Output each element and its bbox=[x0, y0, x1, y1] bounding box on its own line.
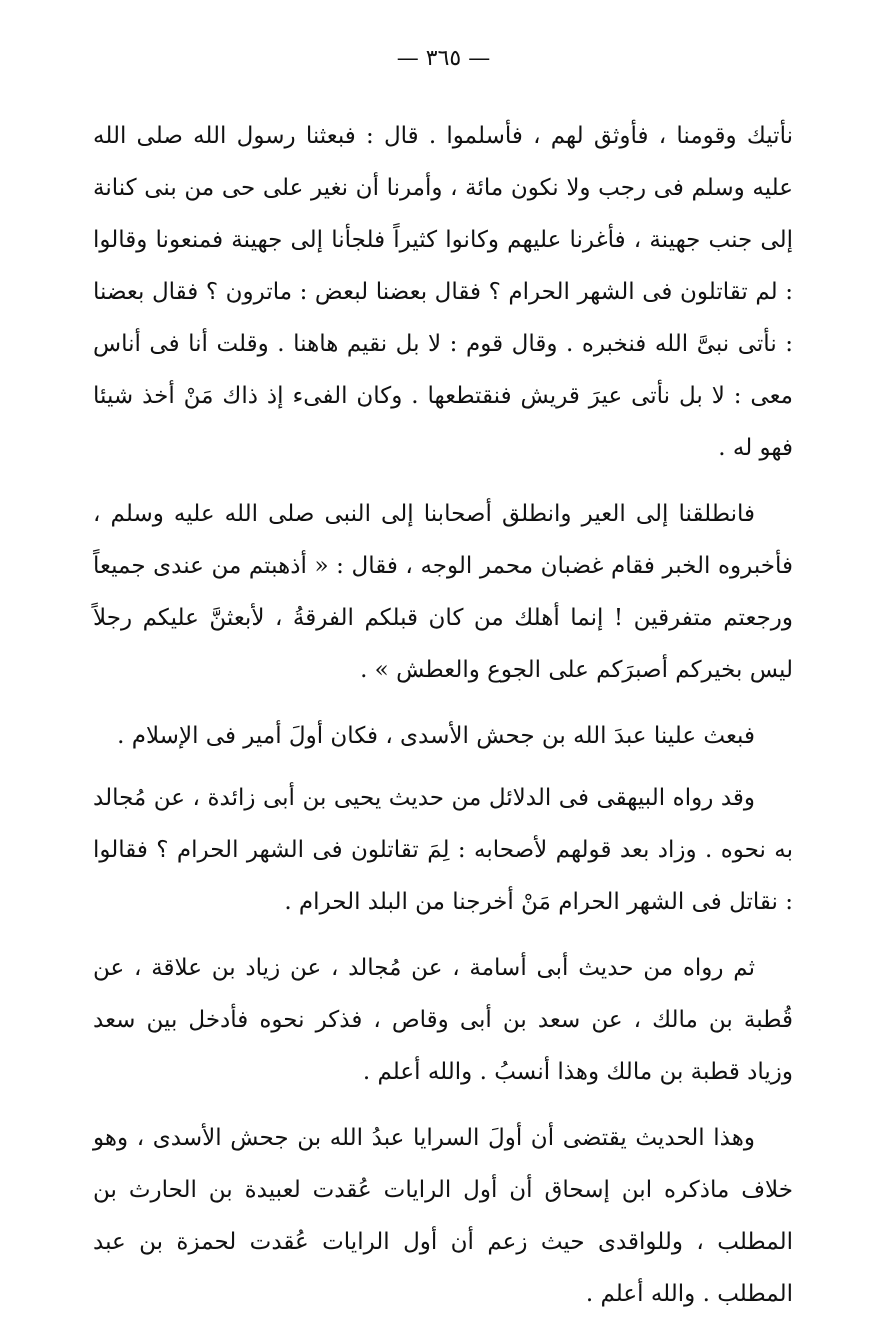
paragraph-3: فبعث علينا عبدَ الله بن جحش الأسدى ، فكان أولَ أمير فى الإسلام . bbox=[117, 723, 755, 749]
paragraph-5: ثم رواه من حديث أبى أسامة ، عن مُجالد ، عن زياد بن علاقة ، عن قُطبة بن مالك ، عن سعد بن أبى وقاص ، فذكر نحوه فأدخل بين سعد وزياد قطبة بن مالك وهذا أنسبُ . والله أعلم . bbox=[93, 955, 793, 1085]
paragraph-6: وهذا الحديث يقتضى أن أولَ السرايا عبدُ الله بن جحش الأسدى ، وهو خلاف ماذكره ابن إسحاق أن أول الرايات عُقدت لعبيدة بن الحارث بن المطلب ، وللواقدى حيث زعم أن أول الرايات عُقدت لحمزة بن عبد المطلب . والله أعلم . bbox=[93, 1125, 793, 1307]
body-text bbox=[93, 110, 793, 1334]
paragraph-1: نأتيك وقومنا ، فأوثق لهم ، فأسلموا . قال : فبعثنا رسول الله صلى الله عليه وسلم فى رجب ولا نكون مائة ، وأمرنا أن نغير على حى من بنى كنانة إلى جنب جهينة ، فأغرنا عليهم وكانوا كثيراً فلجأنا إلى جهينة فمنعونا وقالوا : لم تقاتلون فى الشهر الحرام ؟ فقال بعضنا لبعض : ماترون ؟ فقال بعضنا : نأتى نبىَّ الله فنخبره . وقال قوم : لا بل نقيم هاهنا . وقلت أنا فى أناس معى : لا بل نأتى عيرَ قريش فنقتطعها . وكان الفىء إذ ذاك مَنْ أخذ شيئا فهو له . bbox=[93, 123, 793, 461]
paragraph-2: فانطلقنا إلى العير وانطلق أصحابنا إلى النبى صلى الله عليه وسلم ، فأخبروه الخبر فقام غضبان محمر الوجه ، فقال : « أذهبتم من عندى جميعاً ورجعتم متفرقين ! إنما أهلك من كان قبلكم الفرقةُ ، لأبعثنَّ عليكم رجلاً ليس بخيركم أصبرَكم على الجوع والعطش » . bbox=[93, 501, 793, 683]
paragraph-4: وقد رواه البيهقى فى الدلائل من حديث يحيى بن أبى زائدة ، عن مُجالد به نحوه . وزاد بعد قولهم لأصحابه : لِمَ تقاتلون فى الشهر الحرام ؟ فقالوا : نقاتل فى الشهر الحرام مَنْ أخرجنا من البلد الحرام . bbox=[93, 785, 793, 915]
page-number: — ٣٦٥ — bbox=[396, 46, 491, 71]
